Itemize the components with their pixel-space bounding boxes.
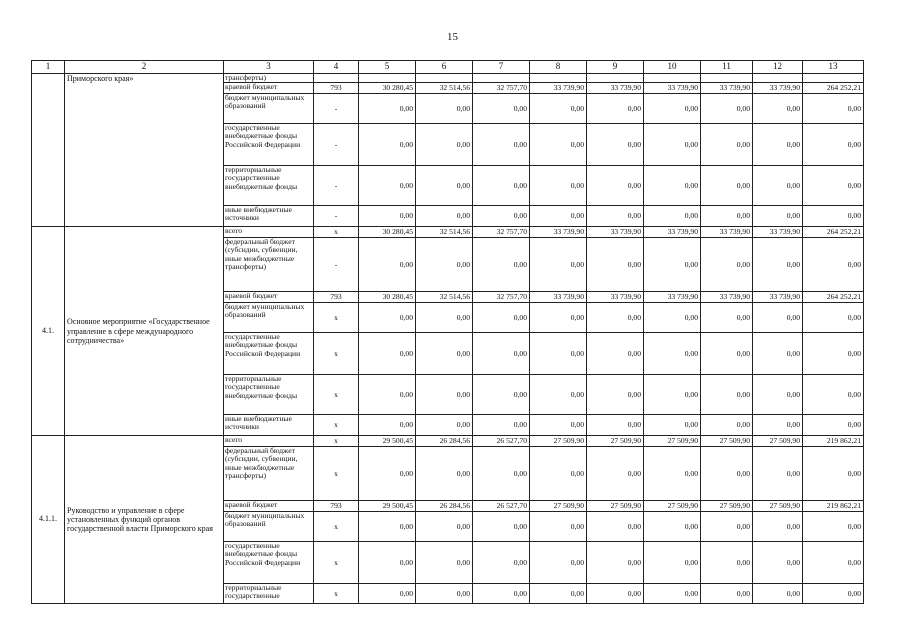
column-header: 7 bbox=[473, 61, 530, 74]
amount-cell: 27 509,90 bbox=[753, 436, 803, 447]
amount-cell: 32 514,56 bbox=[416, 227, 473, 238]
amount-cell: 0,00 bbox=[753, 512, 803, 542]
amount-cell: 0,00 bbox=[473, 238, 530, 292]
amount-cell: 0,00 bbox=[530, 303, 587, 333]
amount-cell: 0,00 bbox=[753, 238, 803, 292]
amount-cell: 26 284,56 bbox=[416, 436, 473, 447]
funding-source: краевой бюджет bbox=[224, 83, 314, 94]
amount-cell: 0,00 bbox=[473, 166, 530, 206]
amount-cell: 0,00 bbox=[803, 375, 864, 415]
amount-cell: 0,00 bbox=[530, 333, 587, 375]
amount-cell: 29 500,45 bbox=[359, 501, 416, 512]
amount-cell: 0,00 bbox=[530, 94, 587, 124]
amount-cell: 0,00 bbox=[530, 375, 587, 415]
amount-cell: 0,00 bbox=[587, 415, 644, 436]
amount-cell: 0,00 bbox=[359, 512, 416, 542]
amount-cell: 0,00 bbox=[473, 94, 530, 124]
item-name: Основное мероприятие «Государственное управление в сфере международного сотрудничества» bbox=[65, 227, 224, 436]
amount-cell: 0,00 bbox=[416, 94, 473, 124]
amount-cell: 0,00 bbox=[701, 512, 753, 542]
amount-cell: 0,00 bbox=[644, 303, 701, 333]
amount-cell: 0,00 bbox=[701, 166, 753, 206]
amount-cell: 0,00 bbox=[644, 124, 701, 166]
amount-cell: 0,00 bbox=[359, 333, 416, 375]
amount-cell: 0,00 bbox=[644, 166, 701, 206]
admin-code: 793 bbox=[314, 292, 359, 303]
amount-cell: 0,00 bbox=[416, 415, 473, 436]
amount-cell: 32 757,70 bbox=[473, 227, 530, 238]
column-header: 1 bbox=[32, 61, 65, 74]
amount-cell: 0,00 bbox=[473, 415, 530, 436]
amount-cell: 0,00 bbox=[753, 303, 803, 333]
admin-code: - bbox=[314, 206, 359, 227]
amount-cell: 0,00 bbox=[473, 447, 530, 501]
column-header: 6 bbox=[416, 61, 473, 74]
amount-cell: 0,00 bbox=[701, 542, 753, 584]
admin-code: x bbox=[314, 303, 359, 333]
amount-cell: 0,00 bbox=[644, 333, 701, 375]
column-header: 2 bbox=[65, 61, 224, 74]
funding-source: федеральный бюджет (субсидии, субвенции, иные межбюджетные трансферты) bbox=[224, 447, 314, 501]
amount-cell: 0,00 bbox=[416, 166, 473, 206]
amount-cell: 0,00 bbox=[530, 238, 587, 292]
amount-cell: 0,00 bbox=[473, 512, 530, 542]
funding-source: государственные внебюджетные фонды Российской Федерации bbox=[224, 124, 314, 166]
table-row bbox=[32, 227, 864, 238]
amount-cell: 32 757,70 bbox=[473, 292, 530, 303]
amount-cell: 0,00 bbox=[359, 166, 416, 206]
amount-cell: 0,00 bbox=[644, 542, 701, 584]
table-row bbox=[32, 436, 864, 447]
amount-cell bbox=[473, 74, 530, 83]
page-number: 15 bbox=[447, 31, 458, 43]
amount-cell: 33 739,90 bbox=[644, 227, 701, 238]
admin-code: 793 bbox=[314, 501, 359, 512]
amount-cell: 0,00 bbox=[587, 238, 644, 292]
funding-source: трансферты) bbox=[224, 74, 314, 83]
amount-cell: 0,00 bbox=[587, 447, 644, 501]
column-header: 5 bbox=[359, 61, 416, 74]
amount-cell bbox=[416, 74, 473, 83]
amount-cell: 0,00 bbox=[803, 512, 864, 542]
amount-cell: 0,00 bbox=[473, 542, 530, 584]
amount-cell: 33 739,90 bbox=[530, 83, 587, 94]
admin-code: x bbox=[314, 512, 359, 542]
amount-cell: 0,00 bbox=[803, 94, 864, 124]
amount-cell: 0,00 bbox=[803, 124, 864, 166]
amount-cell: 0,00 bbox=[530, 447, 587, 501]
table-row bbox=[32, 74, 864, 83]
funding-source: краевой бюджет bbox=[224, 501, 314, 512]
funding-source: иные внебюджетные источники bbox=[224, 415, 314, 436]
amount-cell: 27 509,90 bbox=[530, 436, 587, 447]
amount-cell: 0,00 bbox=[803, 542, 864, 584]
amount-cell bbox=[530, 74, 587, 83]
amount-cell: 0,00 bbox=[587, 166, 644, 206]
amount-cell: 0,00 bbox=[701, 206, 753, 227]
amount-cell: 33 739,90 bbox=[530, 227, 587, 238]
amount-cell: 30 280,45 bbox=[359, 227, 416, 238]
amount-cell: 0,00 bbox=[416, 333, 473, 375]
amount-cell: 0,00 bbox=[644, 238, 701, 292]
amount-cell bbox=[644, 74, 701, 83]
amount-cell: 0,00 bbox=[587, 542, 644, 584]
funding-source: всего bbox=[224, 436, 314, 447]
amount-cell: 27 509,90 bbox=[701, 501, 753, 512]
amount-cell: 0,00 bbox=[803, 415, 864, 436]
column-header: 9 bbox=[587, 61, 644, 74]
amount-cell: 26 284,56 bbox=[416, 501, 473, 512]
item-index: 4.1.1. bbox=[32, 436, 65, 604]
amount-cell: 33 739,90 bbox=[753, 227, 803, 238]
funding-source: территориальные государственные внебюджетные фонды bbox=[224, 375, 314, 415]
amount-cell: 0,00 bbox=[530, 166, 587, 206]
amount-cell: 0,00 bbox=[359, 124, 416, 166]
amount-cell: 0,00 bbox=[359, 238, 416, 292]
amount-cell: 0,00 bbox=[416, 512, 473, 542]
amount-cell: 0,00 bbox=[587, 375, 644, 415]
amount-cell: 0,00 bbox=[530, 584, 587, 604]
amount-cell: 33 739,90 bbox=[587, 83, 644, 94]
amount-cell: 27 509,90 bbox=[587, 436, 644, 447]
amount-cell: 0,00 bbox=[803, 166, 864, 206]
amount-cell: 0,00 bbox=[701, 333, 753, 375]
item-index: 4.1. bbox=[32, 227, 65, 436]
amount-cell: 0,00 bbox=[803, 447, 864, 501]
amount-cell: 0,00 bbox=[416, 584, 473, 604]
amount-cell: 33 739,90 bbox=[587, 227, 644, 238]
amount-cell: 0,00 bbox=[644, 584, 701, 604]
amount-cell: 0,00 bbox=[753, 166, 803, 206]
amount-cell: 33 739,90 bbox=[530, 292, 587, 303]
amount-cell: 264 252,21 bbox=[803, 292, 864, 303]
amount-cell: 0,00 bbox=[530, 512, 587, 542]
amount-cell: 0,00 bbox=[701, 94, 753, 124]
amount-cell: 0,00 bbox=[359, 584, 416, 604]
admin-code: 793 bbox=[314, 83, 359, 94]
amount-cell: 0,00 bbox=[473, 333, 530, 375]
amount-cell: 0,00 bbox=[530, 206, 587, 227]
funding-source: краевой бюджет bbox=[224, 292, 314, 303]
amount-cell: 0,00 bbox=[753, 124, 803, 166]
amount-cell: 26 527,70 bbox=[473, 501, 530, 512]
amount-cell: 0,00 bbox=[359, 375, 416, 415]
amount-cell: 32 514,56 bbox=[416, 83, 473, 94]
item-name: Руководство и управление в сфере установленных функций органов государственной власти Приморского края bbox=[65, 436, 224, 604]
amount-cell: 27 509,90 bbox=[644, 501, 701, 512]
amount-cell: 0,00 bbox=[753, 542, 803, 584]
amount-cell: 33 739,90 bbox=[644, 83, 701, 94]
admin-code: x bbox=[314, 584, 359, 604]
amount-cell bbox=[359, 74, 416, 83]
amount-cell: 0,00 bbox=[701, 238, 753, 292]
amount-cell: 0,00 bbox=[359, 415, 416, 436]
amount-cell: 0,00 bbox=[473, 206, 530, 227]
amount-cell: 33 739,90 bbox=[587, 292, 644, 303]
admin-code: - bbox=[314, 166, 359, 206]
amount-cell: 0,00 bbox=[753, 206, 803, 227]
admin-code: x bbox=[314, 542, 359, 584]
amount-cell: 264 252,21 bbox=[803, 227, 864, 238]
amount-cell: 0,00 bbox=[416, 542, 473, 584]
funding-source: федеральный бюджет (субсидии, субвенции, иные межбюджетные трансферты) bbox=[224, 238, 314, 292]
admin-code: - bbox=[314, 94, 359, 124]
amount-cell: 0,00 bbox=[416, 206, 473, 227]
amount-cell: 0,00 bbox=[753, 333, 803, 375]
admin-code: x bbox=[314, 333, 359, 375]
column-header: 3 bbox=[224, 61, 314, 74]
amount-cell: 0,00 bbox=[644, 94, 701, 124]
amount-cell: 0,00 bbox=[587, 333, 644, 375]
amount-cell: 0,00 bbox=[701, 584, 753, 604]
budget-table bbox=[31, 60, 864, 604]
amount-cell: 0,00 bbox=[416, 303, 473, 333]
item-name: Приморского края» bbox=[65, 74, 224, 227]
amount-cell: 0,00 bbox=[359, 303, 416, 333]
admin-code: - bbox=[314, 124, 359, 166]
header-row bbox=[32, 61, 864, 74]
column-header: 10 bbox=[644, 61, 701, 74]
amount-cell: 33 739,90 bbox=[644, 292, 701, 303]
amount-cell: 0,00 bbox=[753, 584, 803, 604]
funding-source: бюджет муниципальных образований bbox=[224, 512, 314, 542]
column-header: 12 bbox=[753, 61, 803, 74]
amount-cell bbox=[753, 74, 803, 83]
funding-source: государственные внебюджетные фонды Российской Федерации bbox=[224, 542, 314, 584]
amount-cell: 0,00 bbox=[587, 512, 644, 542]
amount-cell: 0,00 bbox=[701, 303, 753, 333]
amount-cell: 0,00 bbox=[803, 584, 864, 604]
funding-source: государственные внебюджетные фонды Российской Федерации bbox=[224, 333, 314, 375]
admin-code: x bbox=[314, 415, 359, 436]
amount-cell bbox=[803, 74, 864, 83]
amount-cell: 0,00 bbox=[530, 124, 587, 166]
amount-cell: 0,00 bbox=[803, 238, 864, 292]
amount-cell: 0,00 bbox=[701, 447, 753, 501]
funding-source: всего bbox=[224, 227, 314, 238]
amount-cell: 29 500,45 bbox=[359, 436, 416, 447]
funding-source: бюджет муниципальных образований bbox=[224, 94, 314, 124]
amount-cell: 0,00 bbox=[644, 415, 701, 436]
admin-code: x bbox=[314, 227, 359, 238]
amount-cell: 0,00 bbox=[753, 447, 803, 501]
amount-cell: 27 509,90 bbox=[530, 501, 587, 512]
amount-cell bbox=[587, 74, 644, 83]
amount-cell: 0,00 bbox=[416, 447, 473, 501]
amount-cell: 32 757,70 bbox=[473, 83, 530, 94]
amount-cell: 0,00 bbox=[530, 415, 587, 436]
amount-cell: 0,00 bbox=[803, 303, 864, 333]
amount-cell: 0,00 bbox=[473, 375, 530, 415]
admin-code bbox=[314, 74, 359, 83]
funding-source: иные внебюджетные источники bbox=[224, 206, 314, 227]
amount-cell: 0,00 bbox=[587, 94, 644, 124]
amount-cell: 0,00 bbox=[803, 333, 864, 375]
amount-cell: 0,00 bbox=[587, 124, 644, 166]
amount-cell: 30 280,45 bbox=[359, 83, 416, 94]
amount-cell: 0,00 bbox=[701, 415, 753, 436]
amount-cell: 33 739,90 bbox=[701, 292, 753, 303]
amount-cell: 0,00 bbox=[416, 238, 473, 292]
amount-cell: 0,00 bbox=[644, 206, 701, 227]
amount-cell: 0,00 bbox=[644, 375, 701, 415]
amount-cell: 0,00 bbox=[701, 375, 753, 415]
admin-code: x bbox=[314, 375, 359, 415]
amount-cell: 27 509,90 bbox=[753, 501, 803, 512]
column-header: 8 bbox=[530, 61, 587, 74]
amount-cell: 0,00 bbox=[587, 206, 644, 227]
amount-cell: 33 739,90 bbox=[753, 83, 803, 94]
amount-cell: 0,00 bbox=[753, 415, 803, 436]
amount-cell: 0,00 bbox=[644, 447, 701, 501]
amount-cell: 27 509,90 bbox=[587, 501, 644, 512]
amount-cell: 33 739,90 bbox=[701, 83, 753, 94]
funding-source: бюджет муниципальных образований bbox=[224, 303, 314, 333]
funding-source: территориальные государственные внебюджетные фонды bbox=[224, 166, 314, 206]
column-header: 13 bbox=[803, 61, 864, 74]
column-header: 4 bbox=[314, 61, 359, 74]
amount-cell: 33 739,90 bbox=[753, 292, 803, 303]
amount-cell: 0,00 bbox=[359, 447, 416, 501]
admin-code: x bbox=[314, 447, 359, 501]
amount-cell: 0,00 bbox=[587, 303, 644, 333]
column-header: 11 bbox=[701, 61, 753, 74]
amount-cell: 26 527,70 bbox=[473, 436, 530, 447]
amount-cell: 32 514,56 bbox=[416, 292, 473, 303]
amount-cell: 0,00 bbox=[644, 512, 701, 542]
funding-source: территориальные государственные bbox=[224, 584, 314, 604]
admin-code: - bbox=[314, 238, 359, 292]
amount-cell: 219 862,21 bbox=[803, 501, 864, 512]
amount-cell: 0,00 bbox=[359, 542, 416, 584]
amount-cell: 0,00 bbox=[359, 206, 416, 227]
amount-cell: 0,00 bbox=[473, 124, 530, 166]
amount-cell: 0,00 bbox=[753, 375, 803, 415]
admin-code: x bbox=[314, 436, 359, 447]
amount-cell: 27 509,90 bbox=[644, 436, 701, 447]
item-index bbox=[32, 74, 65, 227]
amount-cell: 0,00 bbox=[701, 124, 753, 166]
amount-cell: 0,00 bbox=[530, 542, 587, 584]
amount-cell: 0,00 bbox=[753, 94, 803, 124]
amount-cell: 219 862,21 bbox=[803, 436, 864, 447]
amount-cell: 0,00 bbox=[473, 584, 530, 604]
amount-cell: 0,00 bbox=[473, 303, 530, 333]
amount-cell bbox=[701, 74, 753, 83]
amount-cell: 27 509,90 bbox=[701, 436, 753, 447]
amount-cell: 0,00 bbox=[587, 584, 644, 604]
amount-cell: 0,00 bbox=[416, 124, 473, 166]
amount-cell: 0,00 bbox=[416, 375, 473, 415]
amount-cell: 264 252,21 bbox=[803, 83, 864, 94]
amount-cell: 0,00 bbox=[803, 206, 864, 227]
amount-cell: 0,00 bbox=[359, 94, 416, 124]
amount-cell: 33 739,90 bbox=[701, 227, 753, 238]
amount-cell: 30 280,45 bbox=[359, 292, 416, 303]
